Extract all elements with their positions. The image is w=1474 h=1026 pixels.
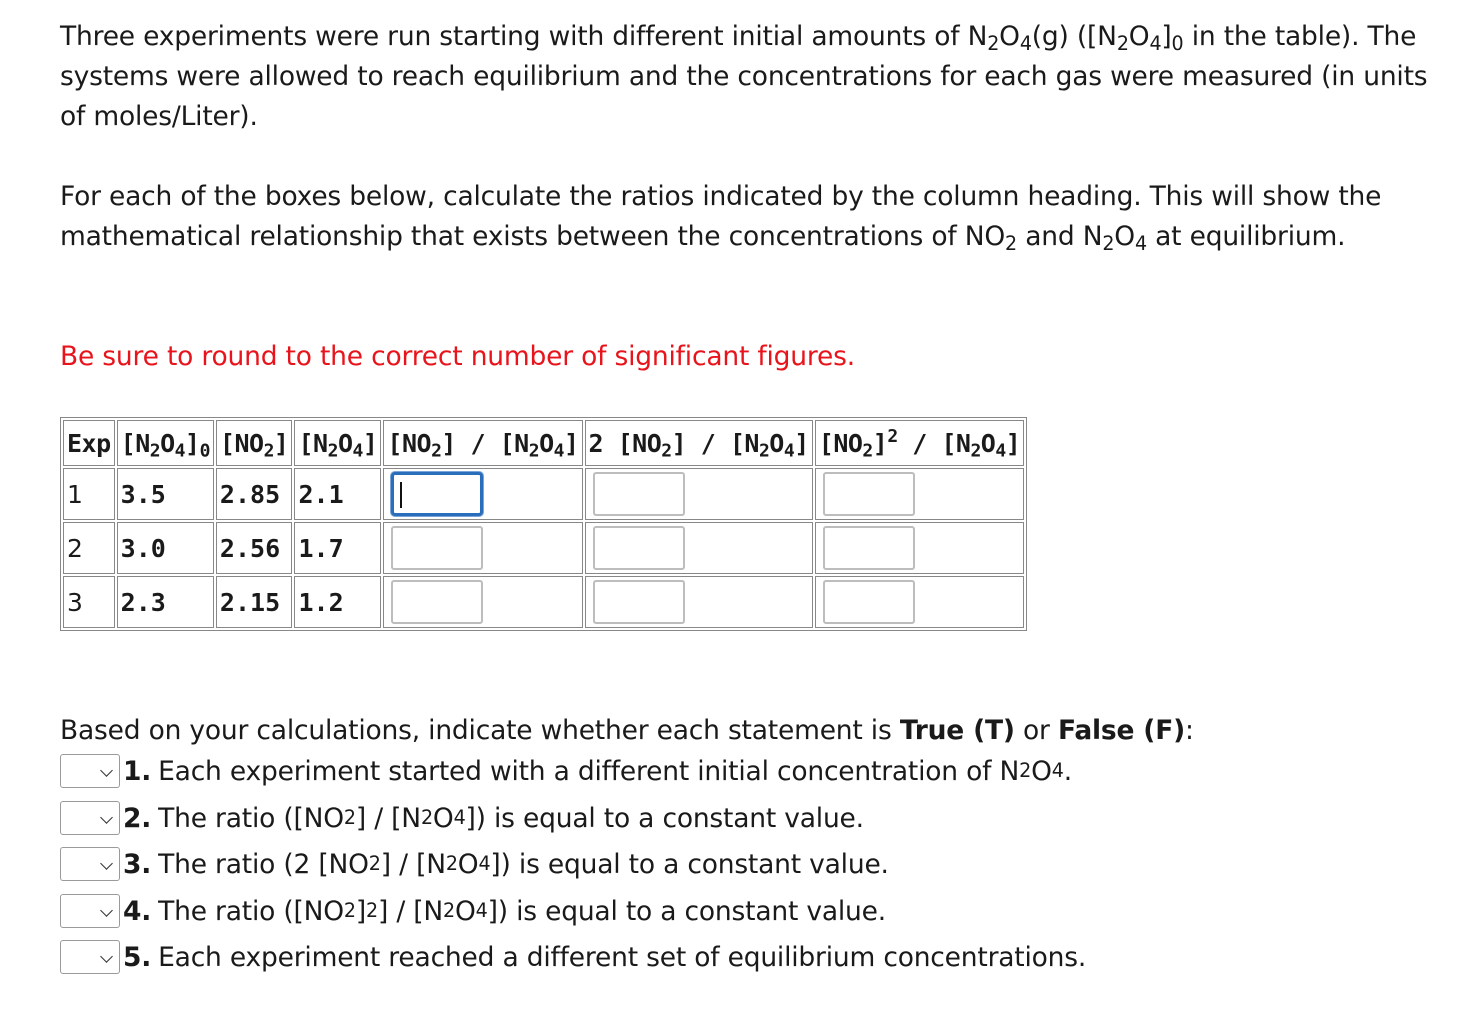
subscript: 2 [1116,32,1129,55]
ratio-3-input-exp-1[interactable] [823,472,915,516]
initial-n2o4-value: 3.5 [117,468,214,520]
statement-text: Each experiment started with a different initial concentration of N [158,755,1020,787]
chevron-down-icon [100,857,113,870]
intro-text: and N [1025,221,1103,252]
header-n2o4: $[N_2O_4]$ [294,420,381,466]
ratio-1-cell [383,468,582,520]
exp-number: 2 [63,522,115,574]
statement-1: 1. Each experiment started with a different initial concentration of N 2 O 4 . [60,753,1072,789]
statement-text: ] / [N [380,848,446,880]
no2-value: 2.85 [216,468,293,520]
false-label: False (F) [1058,715,1186,746]
prompt-text: or [1023,715,1050,746]
subscript: 0 [1171,32,1184,55]
initial-n2o4-value: 3.0 [117,522,214,574]
tf-select-2[interactable] [60,801,120,835]
n2o4-value: 1.7 [294,522,381,574]
header-exp: Exp [63,420,115,466]
ratio-2-input-exp-2[interactable] [593,526,685,570]
statement-text: O [457,848,479,880]
prompt-text: : [1185,715,1194,746]
header-initial-n2o4: $[N_2O_4]_0$ [117,420,214,466]
intro-text: Three experiments were run starting with different initial amounts of N [60,21,988,52]
statement-text: O [454,895,476,927]
true-label: True (T) [899,715,1015,746]
ratio-2-cell [585,522,813,574]
ratio-1-cell [383,576,582,628]
statement-text: ] / [N [377,895,444,927]
subscript: 4 [1019,32,1032,55]
intro-text: in the table). The systems were allowed to reach equilibrium and the concentrations for each gas were measured (in units of moles/Liter). [60,21,1428,132]
ratio-3-cell [815,576,1024,628]
prompt-text: Based on your calculations, indicate whether each statement is [60,715,892,746]
statement-text: O [1031,755,1052,787]
statement-text: ]) is equal to a constant value. [490,848,889,880]
exp-number: 3 [63,576,115,628]
intro-text: O [1114,221,1135,252]
intro-text: O [999,21,1020,52]
statement-number: 3. [123,848,152,880]
statement-text: The ratio ([NO [158,895,344,927]
exp-number: 1 [63,468,115,520]
tf-select-3[interactable] [60,847,120,881]
statement-text: ] / [N [355,802,421,834]
intro-text: (g) ([N [1031,21,1117,52]
ratio-1-input-exp-3[interactable] [391,580,483,624]
ratio-2-input-exp-3[interactable] [593,580,685,624]
table-row [63,576,1024,628]
ratio-3-cell [815,522,1024,574]
statement-text: O [432,802,454,834]
statement-number: 2. [123,802,152,834]
statement-number: 5. [123,941,152,973]
intro-text: at equilibrium. [1155,221,1346,252]
statement-text: ]) is equal to a constant value. [465,802,864,834]
statement-5 [60,939,1086,975]
subscript: 2 [987,32,1000,55]
header-ratio-1: $[NO_2] / [N_2O_4]$ [383,420,582,466]
ratio-1-cell [383,522,582,574]
header-ratio-3: $[NO_2]^2 / [N_2O_4]$ [815,420,1024,466]
subscript: 4 [1134,232,1147,255]
statement-text: The ratio (2 [NO [158,848,369,880]
tf-select-5[interactable] [60,940,120,974]
intro-text: O [1128,21,1150,52]
ratio-1-input-exp-2[interactable] [391,526,483,570]
chevron-down-icon [100,811,113,824]
statement-text: ] [355,895,366,927]
chevron-down-icon [100,904,113,917]
chevron-down-icon [100,950,113,963]
intro-text: ] [1161,21,1172,52]
subscript: 2 [1005,232,1017,255]
subscript: 2 [1102,232,1115,255]
ratio-2-cell [585,576,813,628]
ratio-3-input-exp-3[interactable] [823,580,915,624]
statement-number: 1. [123,755,152,787]
subscript: 4 [1149,32,1162,55]
ratio-2-cell [585,468,813,520]
n2o4-value: 1.2 [294,576,381,628]
ratio-3-cell [815,468,1024,520]
intro-paragraph-1 [60,17,1450,137]
statement-3: 3. The ratio (2 [NO 2 ] / [N 2 O 4 ]) is equal to a constant value. [60,846,889,882]
equilibrium-table [60,417,1027,631]
header-no2: $[NO_2]$ [216,420,293,466]
header-ratio-2: 2 $[NO_2] / [N_2O_4]$ [585,420,813,466]
ratio-2-input-exp-1[interactable] [593,472,685,516]
intro-paragraph-2 [60,177,1450,257]
text-caret [400,482,402,508]
ratio-3-input-exp-2[interactable] [823,526,915,570]
statement-2: 2. The ratio ([NO 2 ] / [N 2 O 4 ]) is equal to a constant value. [60,800,864,836]
table-row [63,522,1024,574]
n2o4-value: 2.1 [294,468,381,520]
intro-text: For each of the boxes below, calculate the ratios indicated by the column heading. This will show the mathematical relationship that exists between the concentrations of NO [60,181,1382,252]
statement-text: The ratio ([NO [158,802,344,834]
table-row [63,468,1024,520]
tf-select-4[interactable] [60,894,120,928]
statement-text: Each experiment reached a different set of equilibrium concentrations. [158,941,1087,973]
initial-n2o4-value: 2.3 [117,576,214,628]
no2-value: 2.15 [216,576,293,628]
true-false-prompt [60,711,1194,751]
significant-figures-warning: Be sure to round to the correct number of significant figures. [60,341,855,372]
tf-select-1[interactable] [60,754,120,788]
no2-value: 2.56 [216,522,293,574]
statement-text: ]) is equal to a constant value. [487,895,886,927]
chevron-down-icon [100,764,113,777]
table-header-row [63,420,1024,466]
statement-text: . [1063,755,1072,787]
statement-number: 4. [123,895,152,927]
ratio-1-input-exp-1[interactable] [391,472,483,516]
statement-4: 4. The ratio ([NO 2 ] 2 ] / [N 2 O 4 ]) is equal to a constant value. [60,893,886,929]
